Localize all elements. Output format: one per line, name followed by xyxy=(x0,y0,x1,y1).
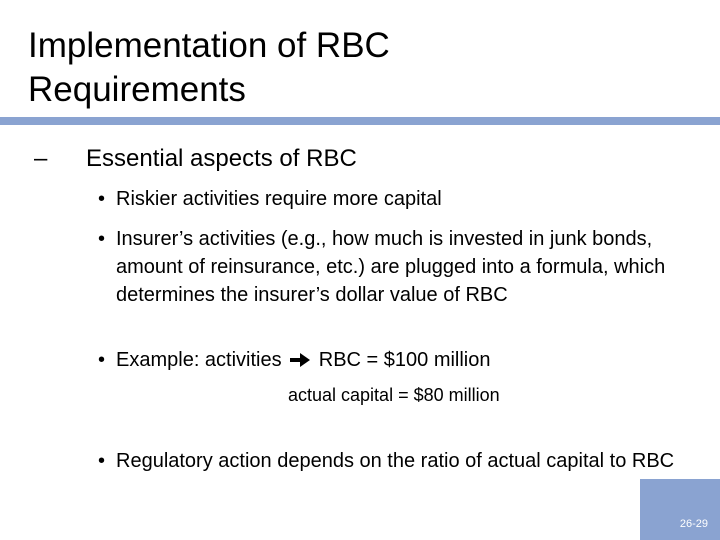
bullet-text xyxy=(116,346,688,374)
title-line-1: Implementation of RBC xyxy=(28,26,390,65)
bullet-marker: • xyxy=(98,188,106,210)
bullet-item xyxy=(98,225,688,309)
dash-marker: – xyxy=(34,145,48,172)
title-line-2: Requirements xyxy=(28,70,246,109)
bullet-item xyxy=(98,447,688,475)
level1-heading xyxy=(34,143,357,175)
right-arrow-icon xyxy=(290,353,310,367)
example-text-after: RBC = $100 million xyxy=(318,349,491,371)
example-text-before: Example: activities xyxy=(116,349,282,371)
bullet-text: Insurer’s activities (e.g., how much is invested in junk bonds, amount of reinsurance, etc.) are plugged into a formula, which determines the insurer’s dollar value of RBC xyxy=(116,228,666,306)
level1-text: Essential aspects of RBC xyxy=(86,145,357,172)
title-divider xyxy=(0,117,720,125)
bullet-text: Riskier activities require more capital xyxy=(116,188,442,210)
page-number-box xyxy=(640,479,720,540)
bullet-marker: • xyxy=(98,228,106,250)
bullet-text: Regulatory action depends on the ratio of actual capital to RBC xyxy=(116,450,675,472)
bullet-marker: • xyxy=(98,450,106,472)
slide-title xyxy=(28,24,688,112)
bullet-marker: • xyxy=(98,349,106,371)
example-subline: actual capital = $80 million xyxy=(288,385,500,405)
page-number: 26-29 xyxy=(679,518,708,530)
bullet-item xyxy=(98,185,688,213)
bullet-item-example xyxy=(98,346,688,374)
